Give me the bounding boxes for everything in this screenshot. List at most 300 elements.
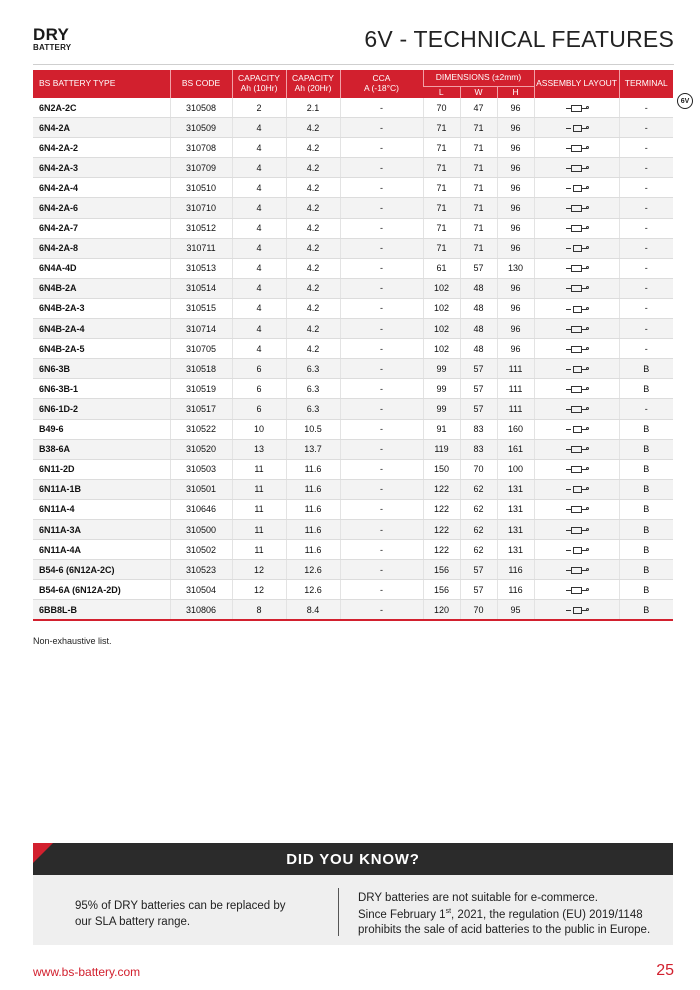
layout-diagram-icon	[566, 264, 588, 273]
cell-cca: -	[340, 178, 423, 198]
cell-layout	[534, 479, 619, 499]
table-row	[33, 479, 673, 499]
cell-layout	[534, 379, 619, 399]
cell-h: 96	[497, 138, 534, 158]
cell-term: -	[619, 138, 673, 158]
layout-diagram-icon	[566, 184, 588, 193]
cell-c10: 4	[232, 319, 286, 339]
cell-term: -	[619, 178, 673, 198]
table-row	[33, 238, 673, 258]
cell-w: 62	[460, 479, 497, 499]
cell-w: 83	[460, 439, 497, 459]
cell-c20: 6.3	[286, 399, 340, 419]
cell-l: 91	[423, 419, 460, 439]
cell-term: -	[619, 98, 673, 118]
cell-code: 310512	[170, 218, 232, 238]
cell-w: 62	[460, 499, 497, 519]
cell-l: 102	[423, 319, 460, 339]
cell-term: -	[619, 198, 673, 218]
layout-diagram-icon	[566, 104, 588, 113]
cell-c20: 4.2	[286, 278, 340, 298]
cell-term: -	[619, 118, 673, 138]
cell-type: 6N4B-2A	[33, 278, 170, 298]
cell-code: 310714	[170, 319, 232, 339]
did-you-know-box	[33, 843, 673, 945]
cell-w: 48	[460, 339, 497, 359]
cell-term: B	[619, 459, 673, 479]
cell-l: 150	[423, 459, 460, 479]
cell-term: B	[619, 540, 673, 560]
header-type: BS BATTERY TYPE	[33, 70, 170, 98]
cell-cca: -	[340, 98, 423, 118]
cell-cca: -	[340, 399, 423, 419]
cell-c20: 4.2	[286, 339, 340, 359]
cell-h: 116	[497, 580, 534, 600]
cell-l: 119	[423, 439, 460, 459]
cell-c10: 4	[232, 118, 286, 138]
cell-c10: 11	[232, 459, 286, 479]
cell-c20: 4.2	[286, 138, 340, 158]
cell-cca: -	[340, 519, 423, 539]
cell-cca: -	[340, 198, 423, 218]
cell-h: 96	[497, 278, 534, 298]
technical-features-table	[33, 70, 673, 621]
cell-type: 6N6-3B	[33, 359, 170, 379]
cell-type: 6N11-2D	[33, 459, 170, 479]
right-line-2	[358, 907, 663, 923]
cell-layout	[534, 580, 619, 600]
header-length: L	[423, 87, 460, 99]
cell-term: B	[619, 580, 673, 600]
cell-l: 102	[423, 278, 460, 298]
cell-w: 70	[460, 459, 497, 479]
brand-line-2: BATTERY	[33, 43, 72, 52]
layout-diagram-icon	[566, 325, 588, 334]
cell-l: 122	[423, 499, 460, 519]
layout-diagram-icon	[566, 485, 588, 494]
cell-layout	[534, 238, 619, 258]
table-row	[33, 379, 673, 399]
cell-layout	[534, 419, 619, 439]
cell-h: 116	[497, 560, 534, 580]
cell-l: 156	[423, 580, 460, 600]
cell-h: 96	[497, 319, 534, 339]
cell-code: 310513	[170, 258, 232, 278]
footer-website-link[interactable]: www.bs-battery.com	[33, 965, 141, 979]
cell-code: 310517	[170, 399, 232, 419]
cell-l: 102	[423, 339, 460, 359]
header-cca	[340, 70, 423, 98]
cell-c10: 10	[232, 419, 286, 439]
cell-layout	[534, 459, 619, 479]
cell-type: 6N4-2A-6	[33, 198, 170, 218]
table-row	[33, 98, 673, 118]
right-line-1: DRY batteries are not suitable for e-commerce.	[358, 892, 598, 904]
layout-diagram-icon	[566, 526, 588, 535]
cell-type: 6BB8L-B	[33, 600, 170, 621]
table-row	[33, 439, 673, 459]
cell-code: 310519	[170, 379, 232, 399]
cell-c20: 4.2	[286, 178, 340, 198]
cell-w: 57	[460, 258, 497, 278]
table-row	[33, 399, 673, 419]
cell-code: 310708	[170, 138, 232, 158]
cell-c20: 4.2	[286, 319, 340, 339]
cell-c20: 11.6	[286, 479, 340, 499]
cell-term: -	[619, 278, 673, 298]
cell-term: B	[619, 600, 673, 621]
cell-layout	[534, 339, 619, 359]
table-row	[33, 419, 673, 439]
cell-type: 6N4-2A-8	[33, 238, 170, 258]
cell-cca: -	[340, 359, 423, 379]
cell-cca: -	[340, 158, 423, 178]
layout-diagram-icon	[566, 566, 588, 575]
cell-c10: 4	[232, 198, 286, 218]
cell-c20: 4.2	[286, 238, 340, 258]
cell-c20: 12.6	[286, 560, 340, 580]
cell-l: 99	[423, 399, 460, 419]
cell-l: 99	[423, 359, 460, 379]
cell-w: 48	[460, 278, 497, 298]
cell-term: -	[619, 298, 673, 318]
cell-l: 71	[423, 118, 460, 138]
cell-code: 310508	[170, 98, 232, 118]
cell-l: 71	[423, 198, 460, 218]
cell-c20: 11.6	[286, 540, 340, 560]
cell-c20: 2.1	[286, 98, 340, 118]
cell-type: 6N4-2A-3	[33, 158, 170, 178]
cell-cca: -	[340, 379, 423, 399]
cell-h: 131	[497, 479, 534, 499]
cell-w: 57	[460, 379, 497, 399]
cell-h: 96	[497, 98, 534, 118]
cell-code: 310501	[170, 479, 232, 499]
cell-c20: 4.2	[286, 198, 340, 218]
table-row	[33, 359, 673, 379]
cell-code: 310515	[170, 298, 232, 318]
cell-layout	[534, 319, 619, 339]
cell-term: -	[619, 158, 673, 178]
cell-c20: 4.2	[286, 218, 340, 238]
cell-c10: 12	[232, 580, 286, 600]
cell-c10: 6	[232, 399, 286, 419]
cell-h: 96	[497, 178, 534, 198]
cell-layout	[534, 439, 619, 459]
cell-w: 62	[460, 519, 497, 539]
cell-l: 156	[423, 560, 460, 580]
header-capacity-20h-b: Ah (20Hr)	[294, 83, 332, 93]
layout-diagram-icon	[566, 465, 588, 474]
cell-code: 310709	[170, 158, 232, 178]
cell-l: 102	[423, 298, 460, 318]
cell-type: 6N11A-4	[33, 499, 170, 519]
page-number: 25	[656, 962, 674, 979]
layout-diagram-icon	[566, 606, 588, 615]
cell-type: 6N4B-2A-5	[33, 339, 170, 359]
cell-cca: -	[340, 459, 423, 479]
cell-term: B	[619, 519, 673, 539]
cell-code: 310523	[170, 560, 232, 580]
cell-term: -	[619, 319, 673, 339]
header-layout: ASSEMBLY LAYOUT	[534, 70, 619, 98]
cell-h: 130	[497, 258, 534, 278]
cell-term: B	[619, 419, 673, 439]
layout-diagram-icon	[566, 244, 588, 253]
cell-code: 310710	[170, 198, 232, 218]
cell-w: 57	[460, 580, 497, 600]
cell-code: 310500	[170, 519, 232, 539]
cell-w: 62	[460, 540, 497, 560]
cell-cca: -	[340, 238, 423, 258]
cell-l: 71	[423, 238, 460, 258]
cell-l: 122	[423, 519, 460, 539]
cell-code: 310502	[170, 540, 232, 560]
cell-h: 111	[497, 359, 534, 379]
header-capacity-10h-a: CAPACITY	[238, 73, 280, 84]
cell-l: 71	[423, 218, 460, 238]
cell-c10: 8	[232, 600, 286, 621]
cell-c20: 11.6	[286, 499, 340, 519]
cell-term: B	[619, 379, 673, 399]
cell-layout	[534, 298, 619, 318]
header-capacity-10h-b: Ah (10Hr)	[240, 83, 278, 93]
cell-term: -	[619, 238, 673, 258]
cell-type: B38-6A	[33, 439, 170, 459]
cell-layout	[534, 218, 619, 238]
cell-c20: 13.7	[286, 439, 340, 459]
cell-type: 6N11A-4A	[33, 540, 170, 560]
cell-c10: 6	[232, 379, 286, 399]
table-row	[33, 298, 673, 318]
cell-layout	[534, 560, 619, 580]
table-row	[33, 499, 673, 519]
cell-code: 310509	[170, 118, 232, 138]
cell-l: 122	[423, 540, 460, 560]
cell-cca: -	[340, 218, 423, 238]
cell-w: 57	[460, 399, 497, 419]
cell-code: 310503	[170, 459, 232, 479]
table-row	[33, 178, 673, 198]
cell-layout	[534, 178, 619, 198]
cell-cca: -	[340, 118, 423, 138]
cell-c10: 4	[232, 298, 286, 318]
header-height: H	[497, 87, 534, 99]
cell-c10: 4	[232, 339, 286, 359]
cell-term: B	[619, 499, 673, 519]
table-row	[33, 540, 673, 560]
did-you-know-divider	[338, 888, 339, 936]
cell-term: B	[619, 439, 673, 459]
layout-diagram-icon	[566, 425, 588, 434]
cell-type: 6N11A-1B	[33, 479, 170, 499]
cell-l: 70	[423, 98, 460, 118]
cell-term: B	[619, 479, 673, 499]
table-row	[33, 138, 673, 158]
cell-c20: 8.4	[286, 600, 340, 621]
layout-diagram-icon	[566, 445, 588, 454]
cell-w: 57	[460, 359, 497, 379]
cell-c10: 4	[232, 138, 286, 158]
cell-w: 71	[460, 178, 497, 198]
cell-h: 131	[497, 540, 534, 560]
cell-w: 71	[460, 218, 497, 238]
cell-layout	[534, 499, 619, 519]
cell-h: 111	[497, 379, 534, 399]
cell-cca: -	[340, 479, 423, 499]
cell-code: 310514	[170, 278, 232, 298]
cell-c10: 2	[232, 98, 286, 118]
cell-c10: 13	[232, 439, 286, 459]
right-line-2-post: , 2021, the regulation (EU) 2019/1148	[451, 908, 643, 921]
header-cca-a: CCA	[372, 73, 391, 84]
cell-c10: 4	[232, 278, 286, 298]
cell-layout	[534, 98, 619, 118]
cell-w: 70	[460, 600, 497, 621]
layout-diagram-icon	[566, 124, 588, 133]
cell-l: 71	[423, 178, 460, 198]
cell-c20: 6.3	[286, 359, 340, 379]
header-capacity-20h	[286, 70, 340, 98]
cell-c10: 11	[232, 540, 286, 560]
table-row	[33, 218, 673, 238]
table-row	[33, 560, 673, 580]
cell-c10: 4	[232, 258, 286, 278]
cell-layout	[534, 118, 619, 138]
table-row	[33, 319, 673, 339]
layout-diagram-icon	[566, 164, 588, 173]
cell-cca: -	[340, 600, 423, 621]
table-row	[33, 519, 673, 539]
cell-c10: 4	[232, 218, 286, 238]
cell-type: B54-6A (6N12A-2D)	[33, 580, 170, 600]
cell-c10: 11	[232, 519, 286, 539]
header-capacity-20h-a: CAPACITY	[292, 73, 334, 84]
cell-type: 6N4-2A-4	[33, 178, 170, 198]
cell-code: 310504	[170, 580, 232, 600]
did-you-know-right-text	[358, 891, 663, 938]
cell-w: 71	[460, 198, 497, 218]
layout-diagram-icon	[566, 586, 588, 595]
cell-type: 6N4-2A	[33, 118, 170, 138]
cell-h: 160	[497, 419, 534, 439]
voltage-badge: 6V	[677, 93, 693, 109]
cell-code: 310705	[170, 339, 232, 359]
cell-h: 96	[497, 158, 534, 178]
cell-type: 6N4B-2A-4	[33, 319, 170, 339]
layout-diagram-icon	[566, 546, 588, 555]
cell-h: 111	[497, 399, 534, 419]
cell-term: -	[619, 218, 673, 238]
table-row	[33, 158, 673, 178]
cell-c20: 4.2	[286, 258, 340, 278]
layout-diagram-icon	[566, 284, 588, 293]
cell-type: 6N4-2A-7	[33, 218, 170, 238]
cell-l: 99	[423, 379, 460, 399]
cell-c10: 6	[232, 359, 286, 379]
layout-diagram-icon	[566, 144, 588, 153]
cell-l: 61	[423, 258, 460, 278]
cell-type: 6N4-2A-2	[33, 138, 170, 158]
layout-diagram-icon	[566, 305, 588, 314]
cell-h: 95	[497, 600, 534, 621]
cell-h: 131	[497, 519, 534, 539]
cell-code: 310520	[170, 439, 232, 459]
cell-h: 96	[497, 118, 534, 138]
cell-layout	[534, 600, 619, 621]
cell-c20: 4.2	[286, 298, 340, 318]
cell-h: 96	[497, 298, 534, 318]
cell-layout	[534, 399, 619, 419]
cell-w: 48	[460, 298, 497, 318]
cell-h: 100	[497, 459, 534, 479]
cell-h: 96	[497, 339, 534, 359]
cell-layout	[534, 278, 619, 298]
layout-diagram-icon	[566, 505, 588, 514]
cell-term: -	[619, 399, 673, 419]
cell-code: 310510	[170, 178, 232, 198]
cell-cca: -	[340, 138, 423, 158]
table-note: Non-exhaustive list.	[33, 636, 112, 646]
cell-code: 310711	[170, 238, 232, 258]
cell-term: -	[619, 339, 673, 359]
layout-diagram-icon	[566, 224, 588, 233]
cell-l: 122	[423, 479, 460, 499]
cell-c20: 6.3	[286, 379, 340, 399]
cell-w: 83	[460, 419, 497, 439]
right-line-2-sup: st	[445, 907, 452, 915]
cell-l: 71	[423, 158, 460, 178]
table-row	[33, 278, 673, 298]
cell-code: 310518	[170, 359, 232, 379]
brand-logo	[33, 26, 71, 52]
cell-h: 161	[497, 439, 534, 459]
cell-c10: 11	[232, 479, 286, 499]
cell-c20: 4.2	[286, 118, 340, 138]
layout-diagram-icon	[566, 365, 588, 374]
cell-l: 120	[423, 600, 460, 621]
cell-term: -	[619, 258, 673, 278]
cell-type: 6N4A-4D	[33, 258, 170, 278]
brand-line-1: DRY	[33, 25, 70, 44]
cell-cca: -	[340, 298, 423, 318]
header-width: W	[460, 87, 497, 99]
table-row	[33, 580, 673, 600]
cell-layout	[534, 359, 619, 379]
cell-cca: -	[340, 499, 423, 519]
cell-type: B54-6 (6N12A-2C)	[33, 560, 170, 580]
cell-type: 6N4B-2A-3	[33, 298, 170, 318]
cell-code: 310646	[170, 499, 232, 519]
cell-c20: 11.6	[286, 459, 340, 479]
header-code: BS CODE	[170, 70, 232, 98]
header-dimensions: DIMENSIONS (±2mm)	[423, 70, 534, 87]
cell-c20: 10.5	[286, 419, 340, 439]
cell-cca: -	[340, 540, 423, 560]
cell-type: B49-6	[33, 419, 170, 439]
cell-h: 96	[497, 218, 534, 238]
cell-c20: 11.6	[286, 519, 340, 539]
cell-term: B	[619, 359, 673, 379]
cell-cca: -	[340, 258, 423, 278]
cell-cca: -	[340, 580, 423, 600]
cell-code: 310522	[170, 419, 232, 439]
cell-cca: -	[340, 339, 423, 359]
header-capacity-10h	[232, 70, 286, 98]
cell-type: 6N6-1D-2	[33, 399, 170, 419]
cell-cca: -	[340, 278, 423, 298]
cell-type: 6N2A-2C	[33, 98, 170, 118]
